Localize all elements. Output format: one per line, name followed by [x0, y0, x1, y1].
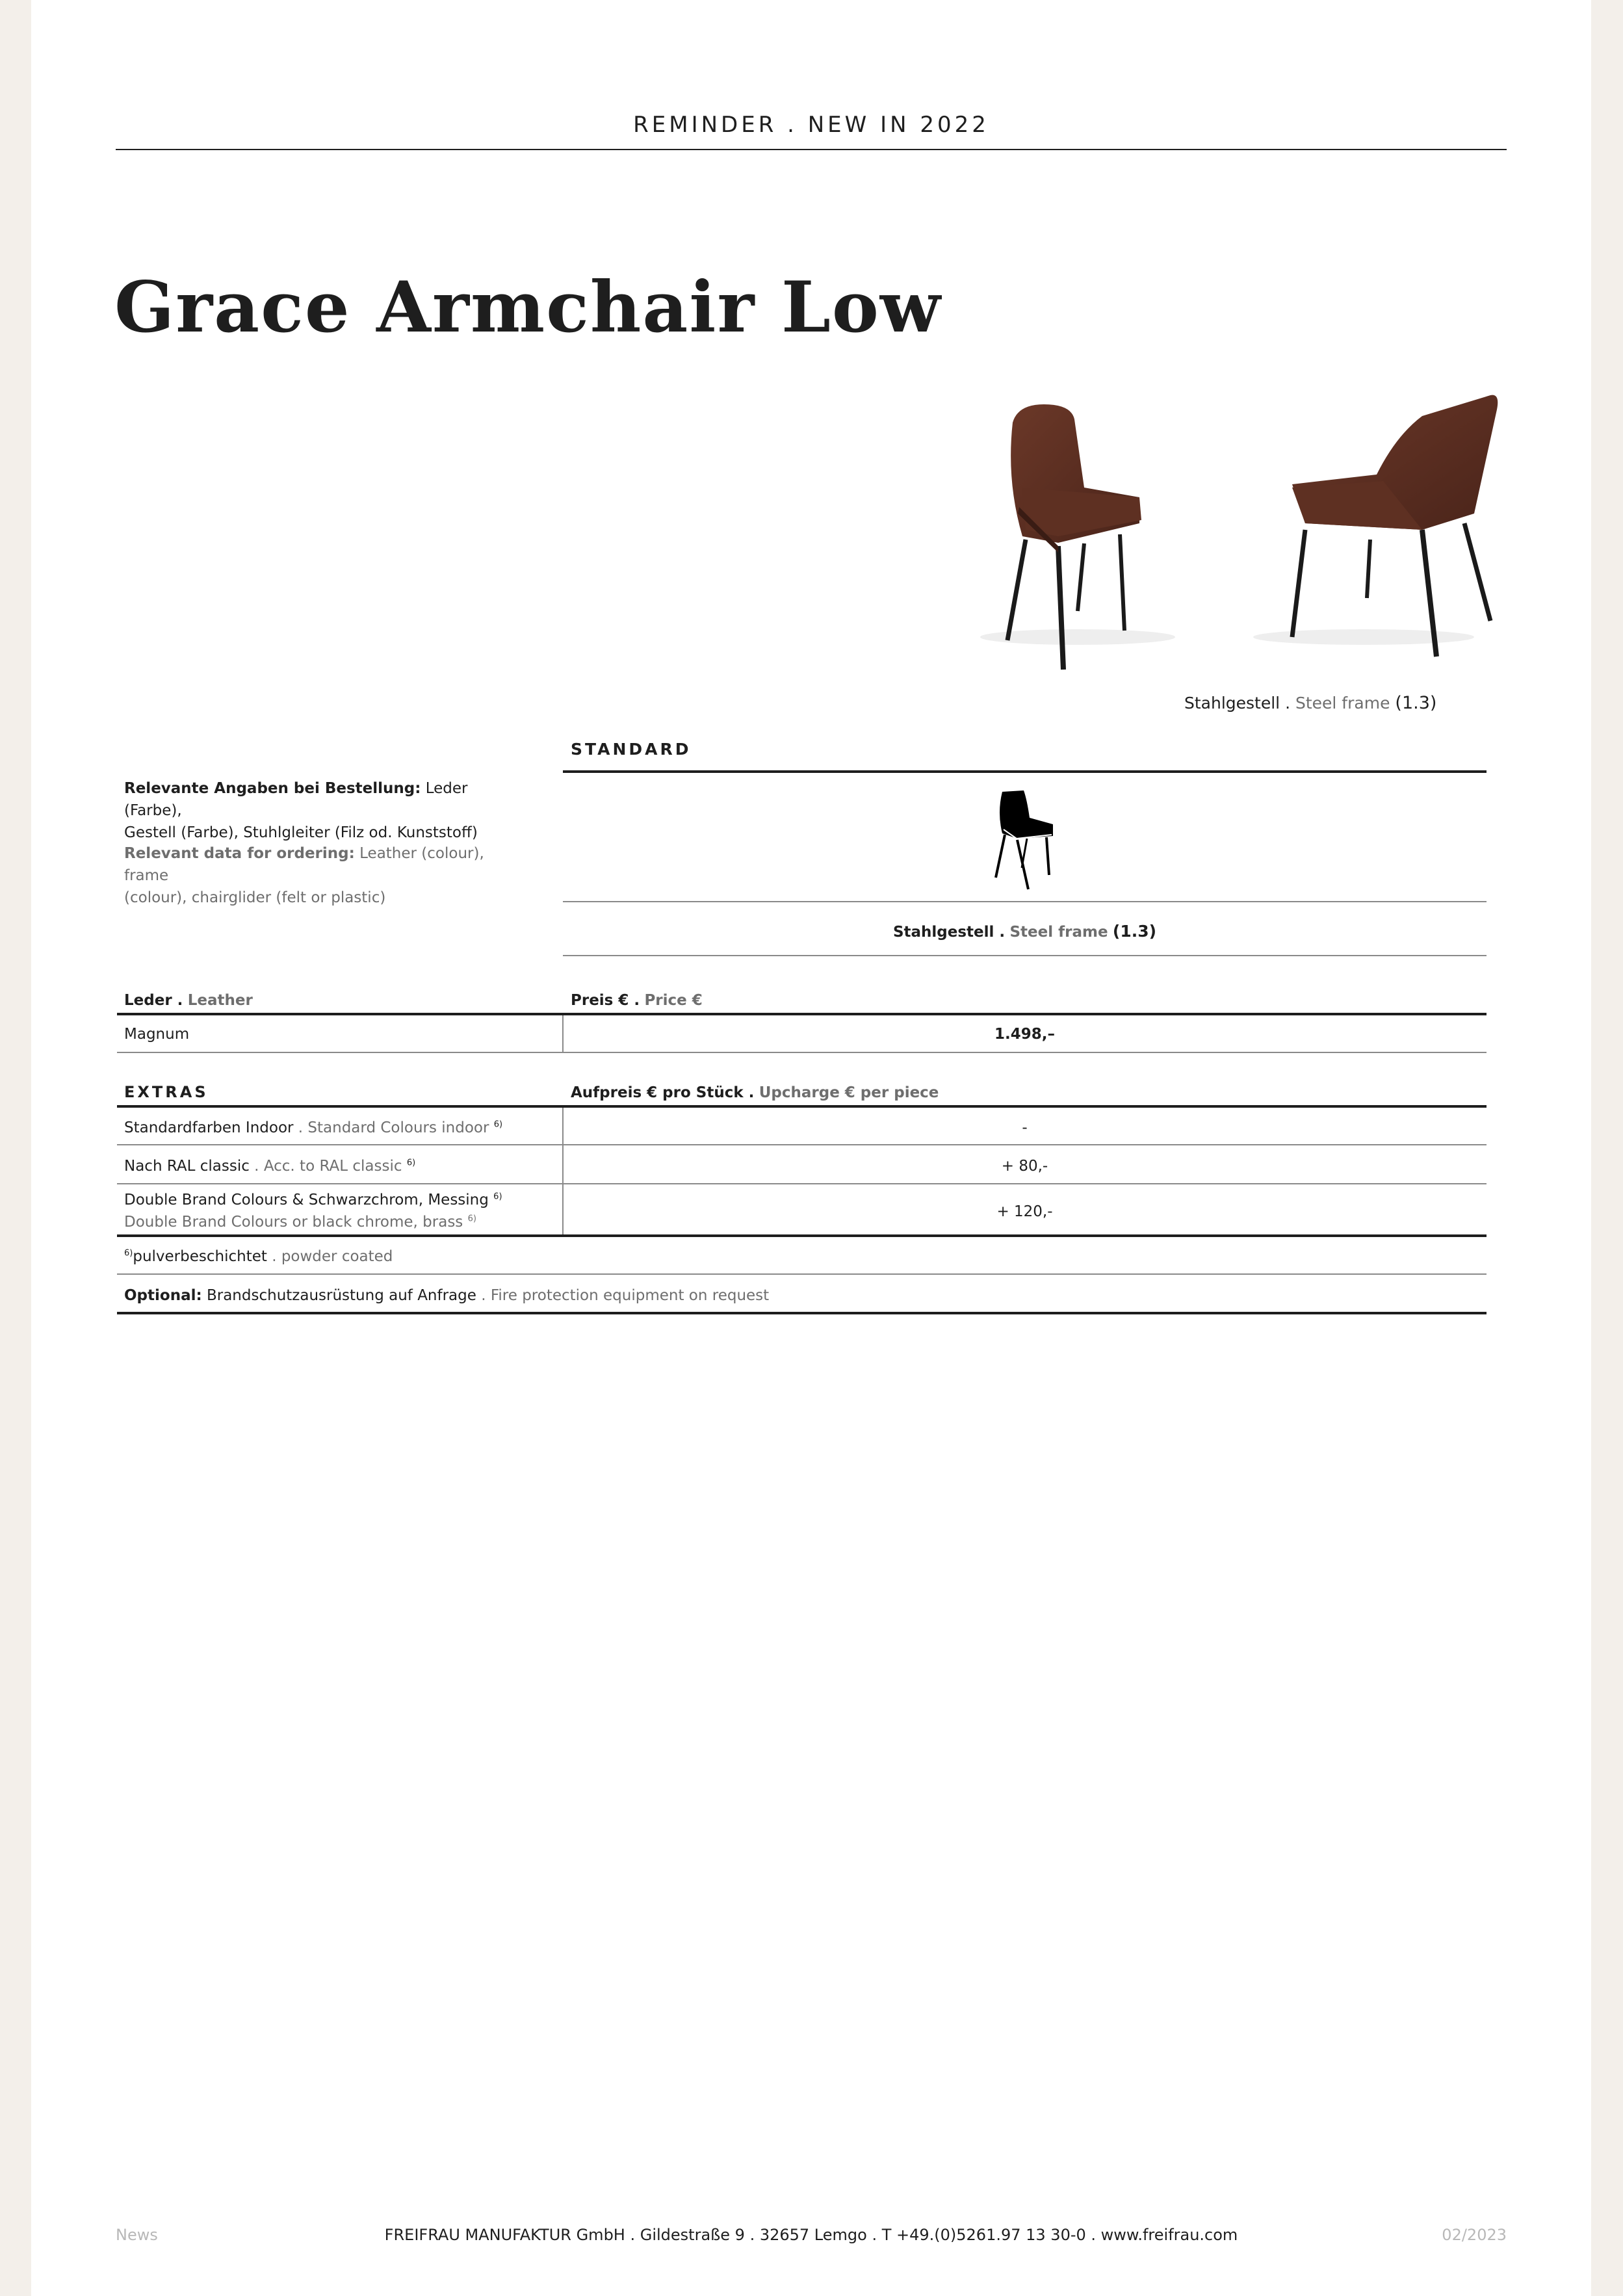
standard-frame-en: Steel frame [1009, 924, 1108, 941]
photo-caption-de: Stahlgestell [1184, 694, 1280, 712]
footer-date: 02/2023 [1442, 2226, 1507, 2244]
document-page [31, 0, 1591, 2296]
extras-row-1-en: Standard Colours indoor [307, 1119, 489, 1136]
ordering-text-en-1: Leather (colour), frame [124, 845, 484, 884]
leather-row-name: Magnum [124, 1026, 190, 1043]
footnote-en: powder coated [281, 1248, 393, 1265]
footer-company-info: FREIFRAU MANUFAKTUR GmbH . Gildestraße 9 . 32657 Lemgo . T +49.(0)5261.97 13 30-0 . www.freifrau.com [384, 2226, 1238, 2244]
price-header-en: Price € [644, 992, 703, 1009]
ordering-text-en-2: (colour), chairglider (felt or plastic) [124, 889, 386, 906]
standard-heading: STANDARD [571, 740, 692, 759]
extras-price-header-de: Aufpreis € pro Stück . [571, 1084, 755, 1101]
optional-sep: . [476, 1287, 491, 1304]
ordering-note-de [124, 777, 514, 844]
extras-row-1-de: Standardfarben Indoor [124, 1119, 294, 1136]
extras-row-3-footnote-mark: 6) [467, 1214, 476, 1224]
extras-row-3-label-de [124, 1192, 502, 1208]
extras-rule-bottom [117, 1312, 1487, 1314]
extras-row-2-en: Acc. to RAL classic [263, 1158, 402, 1175]
extras-row-1-label [124, 1119, 502, 1136]
leather-table-rule-bottom [117, 1052, 1487, 1053]
extras-heading: EXTRAS [124, 1083, 209, 1101]
extras-row-1-sep: . [293, 1119, 308, 1136]
product-photo [967, 390, 1526, 683]
extras-footnote [124, 1248, 393, 1265]
leather-column-header [124, 992, 253, 1009]
extras-row-3-price: + 120,- [996, 1203, 1053, 1220]
product-title: Grace Armchair Low [114, 267, 942, 348]
footnote-de: pulverbeschichtet [133, 1248, 267, 1265]
standard-rule-mid [563, 901, 1487, 902]
leather-row-price: 1.498,– [994, 1026, 1055, 1043]
footer-section-label: News [116, 2226, 158, 2244]
extras-row-3-footnote-mark-de: 6) [493, 1192, 502, 1202]
extras-row-3-en: Double Brand Colours or black chrome, brass [124, 1214, 463, 1231]
ordering-label-en: Relevant data for ordering: [124, 845, 355, 862]
standard-rule-bottom [563, 955, 1487, 956]
extras-row-2-sep: . [249, 1158, 264, 1175]
optional-en: Fire protection equipment on request [490, 1287, 770, 1304]
footnote-sep: . [266, 1248, 281, 1265]
price-column-header [571, 992, 703, 1009]
standard-frame-de: Stahlgestell . [892, 924, 1006, 941]
photo-caption-en: Steel frame [1295, 694, 1390, 712]
extras-row-2-price: + 80,- [1001, 1158, 1048, 1175]
standard-frame-code: (1.3) [1112, 922, 1157, 941]
standard-rule-top [563, 770, 1487, 773]
optional-de: Brandschutzausrüstung auf Anfrage [201, 1287, 476, 1304]
ordering-label-de: Relevante Angaben bei Bestellung: [124, 780, 421, 797]
leather-table-rule-top [117, 1013, 1487, 1015]
extras-row-2-de: Nach RAL classic [124, 1158, 250, 1175]
photo-caption [1184, 693, 1436, 713]
leather-header-en: Leather [187, 992, 253, 1009]
ordering-text-de-1: Leder (Farbe), [124, 780, 468, 819]
ordering-note-en [124, 842, 527, 909]
chair-front-view [980, 404, 1175, 670]
extras-rule-4 [117, 1273, 1487, 1275]
extras-rule-1 [117, 1144, 1487, 1145]
header-title: REMINDER . NEW IN 2022 [633, 112, 989, 138]
price-header-de: Preis € . [571, 992, 640, 1009]
extras-rule-top [117, 1105, 1487, 1108]
header-rule [116, 149, 1507, 150]
extras-row-3-label-en [124, 1214, 476, 1231]
standard-frame-label [563, 922, 1487, 941]
extras-row-2-label [124, 1158, 415, 1175]
leather-header-de: Leder . [124, 992, 183, 1009]
photo-caption-separator: . [1280, 694, 1295, 712]
extras-row-3-de: Double Brand Colours & Schwarzchrom, Messing [124, 1192, 489, 1208]
extras-row-1-footnote-mark: 6) [493, 1119, 503, 1130]
extras-rule-3 [117, 1234, 1487, 1237]
extras-rule-2 [117, 1183, 1487, 1184]
optional-label: Optional: [124, 1287, 202, 1304]
ordering-text-de-2: Gestell (Farbe), Stuhlgleiter (Filz od. Kunststoff) [124, 824, 478, 841]
optional-note [124, 1287, 769, 1304]
photo-caption-code: (1.3) [1395, 693, 1437, 713]
extras-row-1-price: - [1022, 1119, 1028, 1136]
extras-row-2-footnote-mark: 6) [406, 1158, 416, 1168]
extras-price-header [571, 1084, 939, 1101]
chair-back-view [1253, 395, 1498, 657]
extras-price-header-en: Upcharge € per piece [759, 1084, 939, 1101]
footnote-mark: 6) [124, 1248, 133, 1259]
chair-silhouette-icon [988, 787, 1059, 891]
